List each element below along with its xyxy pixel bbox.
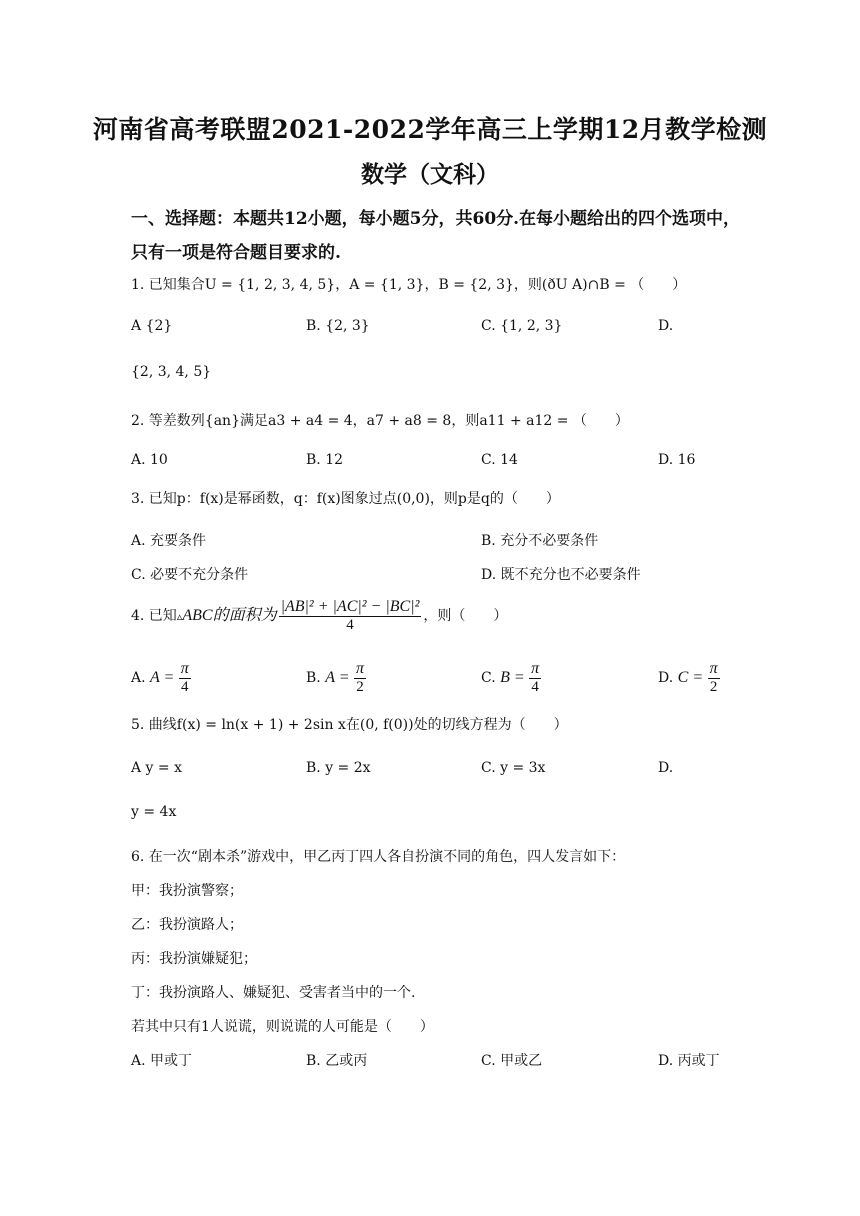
- q4-c-num: π: [531, 660, 540, 677]
- question-5-option-b: B. y = 2x: [306, 760, 371, 776]
- question-1-option-a: A {2}: [131, 318, 173, 334]
- q4-b-frac: [354, 660, 366, 696]
- section-instructions: 一、选择题：本题共12小题，每小题5分，共60分.在每小题给出的四个选项中，只有一项是符合题目要求的.: [131, 209, 741, 263]
- q4-mid: ABC的面积为: [182, 607, 277, 624]
- q4-fraction-numerator: |AB|² + |AC|² − |BC|²: [280, 598, 420, 615]
- question-3-option-b: B. 充分不必要条件: [481, 533, 599, 549]
- question-5-stem: 5. 曲线f(x) = ln(x + 1) + 2sin x在(0, f(0))处的切线方程为（ ）: [131, 717, 568, 733]
- question-4-stem: [131, 598, 507, 634]
- question-5-option-c: C. y = 3x: [481, 760, 546, 776]
- question-6-line-3: 丙：我扮演嫌疑犯；: [131, 951, 257, 967]
- exam-subtitle: 数学（文科）: [361, 161, 499, 188]
- question-6-line-5: 若其中只有1人说谎，则说谎的人可能是（ ）: [131, 1019, 434, 1035]
- question-2-stem: 2. 等差数列{an}满足a3 + a4 = 4，a7 + a8 = 8，则a11 + a12 = （ ）: [131, 413, 629, 429]
- question-1-option-c: C. {1, 2, 3}: [481, 318, 563, 334]
- question-5-option-d-value: y = 4x: [131, 804, 177, 820]
- question-2-option-b: B. 12: [306, 452, 344, 468]
- question-1-option-b: B. {2, 3}: [306, 318, 370, 334]
- q4-a-num: π: [180, 660, 189, 677]
- question-3-option-c: C. 必要不充分条件: [131, 567, 249, 583]
- question-4-option-b: [306, 660, 366, 696]
- question-3-stem: 3. 已知p：f(x)是幂函数，q：f(x)图象过点(0,0)，则p是q的（ ）: [131, 491, 560, 507]
- q4-b-var: A =: [325, 669, 350, 686]
- q4-c-frac: [529, 660, 541, 696]
- q4-a-var: A =: [150, 669, 175, 686]
- question-3-option-a: A. 充要条件: [131, 533, 207, 549]
- exam-title: 河南省高考联盟2021-2022学年高三上学期12月教学检测: [92, 115, 768, 144]
- question-1-option-d-value: {2, 3, 4, 5}: [131, 364, 212, 380]
- q4-fraction-denominator: 4: [346, 617, 354, 633]
- q4-a-label: A.: [131, 670, 146, 686]
- q4-suffix: ，则（ ）: [423, 608, 508, 624]
- question-6-option-b: B. 乙或丙: [306, 1053, 368, 1069]
- question-5-option-a: A y = x: [131, 760, 182, 776]
- question-1-stem: 1. 已知集合U = {1, 2, 3, 4, 5}，A = {1, 3}，B = {2, 3}，则(ðU A)∩B = （ ）: [131, 277, 687, 293]
- q4-d-label: D.: [658, 670, 674, 686]
- q4-prefix: 4. 已知: [131, 608, 177, 624]
- q4-c-var: B =: [500, 669, 525, 686]
- question-5-option-d-label: D.: [658, 760, 674, 776]
- question-6-stem: 6. 在一次“剧本杀”游戏中，甲乙丙丁四人各自扮演不同的角色，四人发言如下：: [131, 849, 626, 865]
- question-4-option-d: [658, 660, 720, 696]
- q4-fraction: [279, 598, 422, 634]
- triangle-icon: ▵: [176, 610, 183, 623]
- q4-a-den: 4: [181, 679, 189, 695]
- q4-d-var: C =: [677, 669, 704, 686]
- q4-a-frac: [179, 660, 191, 696]
- question-6-line-4: 丁：我扮演路人、嫌疑犯、受害者当中的一个.: [131, 985, 416, 1001]
- question-6-line-1: 甲：我扮演警察；: [131, 883, 243, 899]
- q4-c-label: C.: [481, 670, 496, 686]
- q4-b-den: 2: [356, 679, 364, 695]
- question-6-line-2: 乙：我扮演路人；: [131, 917, 243, 933]
- question-6-option-c: C. 甲或乙: [481, 1053, 543, 1069]
- q4-d-den: 2: [709, 679, 718, 695]
- q4-b-num: π: [355, 660, 364, 677]
- question-2-option-a: A. 10: [131, 452, 168, 468]
- question-3-option-d: D. 既不充分也不必要条件: [481, 567, 641, 583]
- question-2-option-c: C. 14: [481, 452, 518, 468]
- q4-d-frac: [708, 660, 720, 696]
- question-6-option-a: A. 甲或丁: [131, 1053, 193, 1069]
- q4-d-num: π: [709, 660, 718, 677]
- q4-b-label: B.: [306, 670, 321, 686]
- question-2-option-d: D. 16: [658, 452, 696, 468]
- question-6-option-d: D. 丙或丁: [658, 1053, 720, 1069]
- q4-c-den: 4: [531, 679, 539, 695]
- question-1-option-d-label: D.: [658, 318, 674, 334]
- question-4-option-c: [481, 660, 541, 696]
- question-4-option-a: [131, 660, 191, 696]
